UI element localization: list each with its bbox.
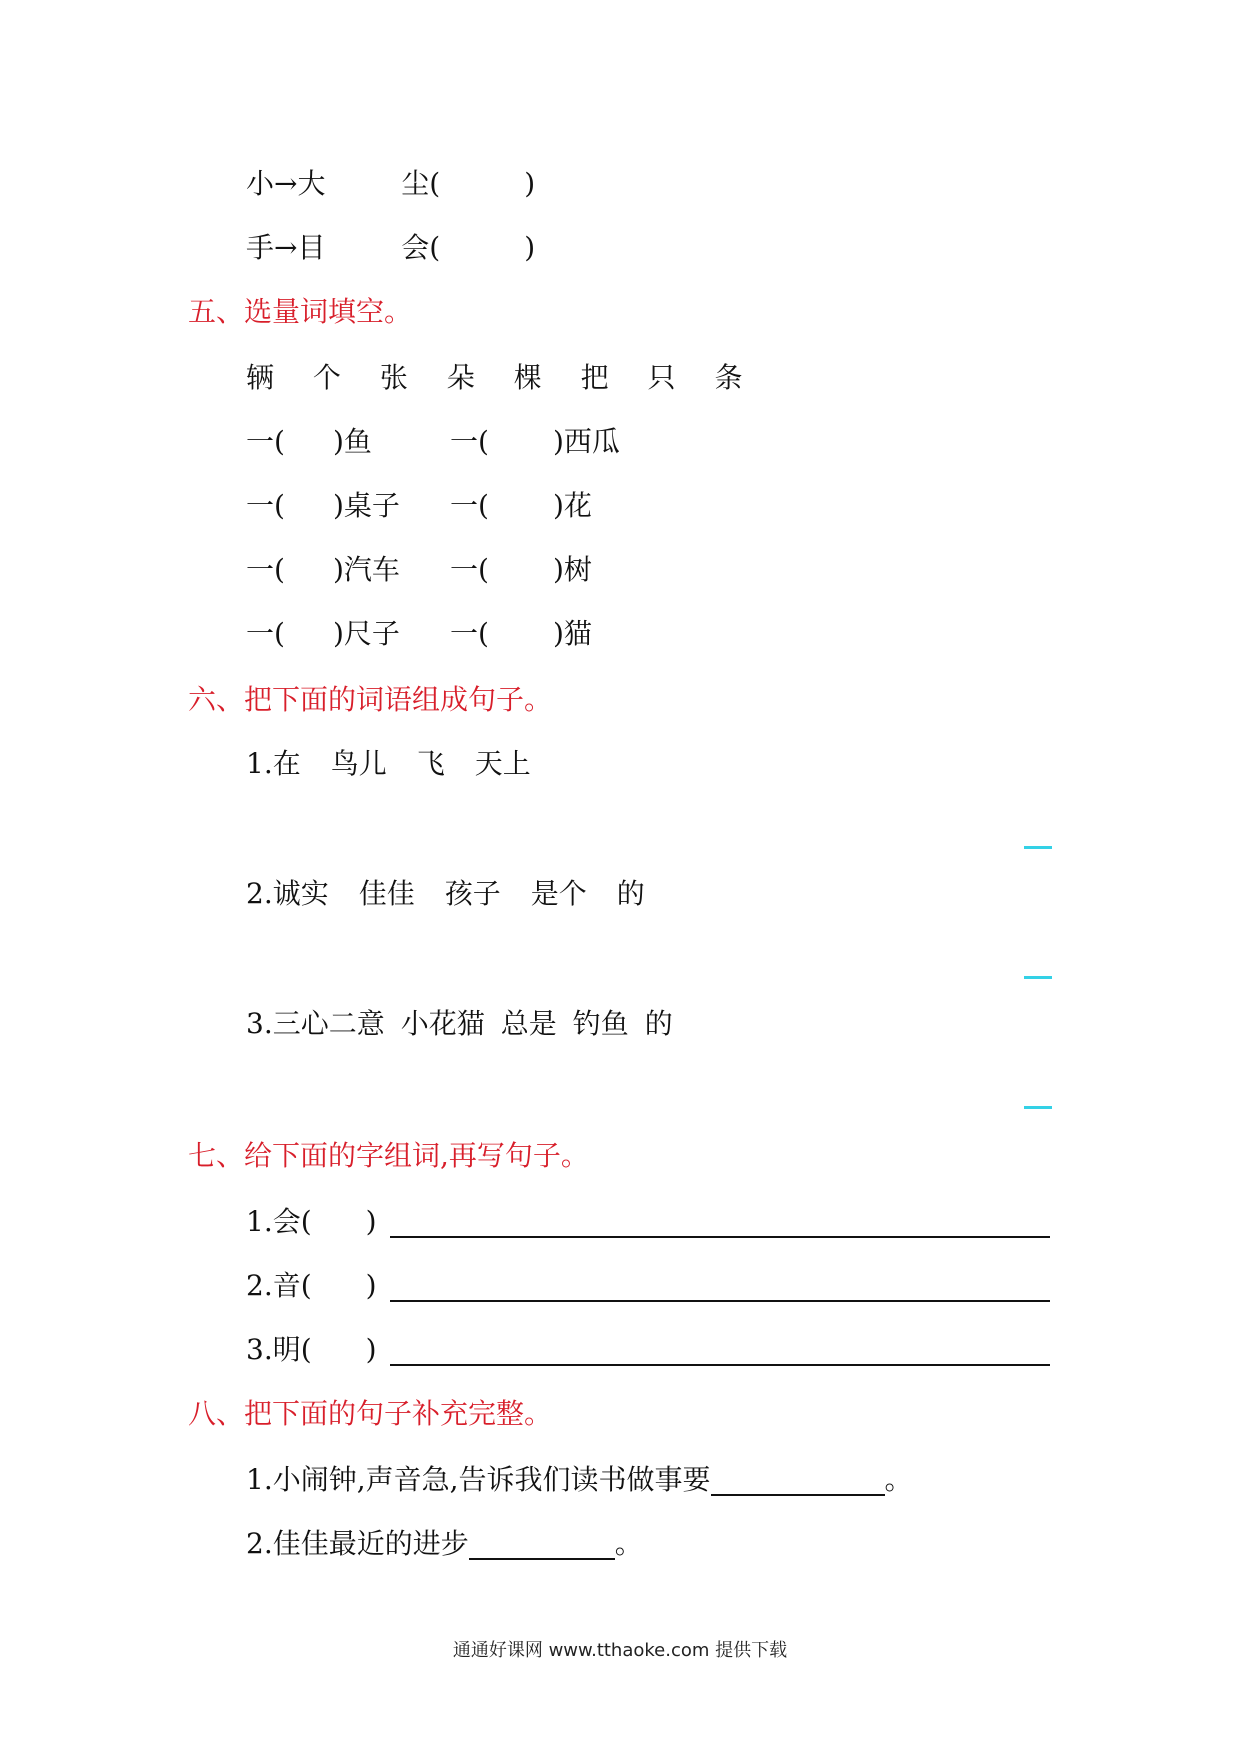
answer-line-marker[interactable]	[1024, 976, 1052, 979]
word: 钓鱼	[572, 1007, 629, 1040]
measure-row-4	[246, 618, 400, 650]
sentence-text: 2.佳佳最近的进步	[246, 1527, 469, 1560]
item-b-open: 一(	[450, 553, 489, 586]
word: 是个	[530, 877, 587, 910]
open-paren: (	[429, 231, 441, 264]
top-row-1	[246, 168, 535, 200]
item-a-close: )桌子	[332, 489, 400, 522]
word: 孩子	[444, 877, 501, 910]
open-paren: (	[300, 1269, 312, 1302]
pair-text: 手→目	[246, 231, 326, 264]
word: 在	[272, 747, 301, 780]
measure-row-2	[246, 490, 400, 522]
char-text: 明	[272, 1333, 301, 1366]
item-a-close: )汽车	[332, 553, 400, 586]
word: 的	[616, 877, 645, 910]
word: 小花猫	[400, 1007, 485, 1040]
item-b-close: )花	[552, 489, 592, 522]
word: 辆	[246, 361, 275, 394]
word-sentence-item-2	[246, 1270, 377, 1302]
item-a-open: 一(	[246, 553, 285, 586]
open-paren: (	[300, 1205, 312, 1238]
word: 的	[644, 1007, 673, 1040]
complete-sentence-2	[246, 1528, 643, 1560]
pair-text: 小→大	[246, 167, 326, 200]
word: 诚实	[272, 877, 329, 910]
word: 天上	[474, 747, 531, 780]
answer-underline[interactable]	[390, 1236, 1050, 1238]
word: 棵	[513, 361, 542, 394]
item-b-close: )猫	[552, 617, 592, 650]
item-number: 2.	[246, 877, 273, 910]
close-paren: )	[365, 1205, 377, 1238]
item-b-open: 一(	[450, 425, 489, 458]
item-b-close: )树	[552, 553, 592, 586]
item-number: 3.	[246, 1007, 273, 1040]
item-a-close: )尺子	[332, 617, 400, 650]
answer-line-marker[interactable]	[1024, 846, 1052, 849]
item-a-close: )鱼	[332, 425, 372, 458]
char-text: 音	[272, 1269, 301, 1302]
sentence-end: 。	[884, 1463, 913, 1496]
sentence-end: 。	[614, 1527, 643, 1560]
item-number: 1.	[246, 1205, 273, 1238]
section8-title: 八、把下面的句子补充完整。	[188, 1397, 553, 1430]
answer-blank[interactable]	[469, 1532, 615, 1560]
char-text: 会	[272, 1205, 301, 1238]
footer-credit: 通通好课网 www.tthaoke.com 提供下载	[452, 1640, 788, 1661]
word: 佳佳	[358, 877, 415, 910]
answer-blank[interactable]	[711, 1468, 885, 1496]
answer-underline[interactable]	[390, 1364, 1050, 1366]
measure-row-1b	[450, 426, 620, 458]
word-sentence-item-1	[246, 1206, 377, 1238]
measure-row-1	[246, 426, 372, 458]
item-a-open: 一(	[246, 617, 285, 650]
word: 把	[580, 361, 609, 394]
sentence-item-2	[246, 878, 645, 910]
word: 张	[379, 361, 408, 394]
word: 只	[647, 361, 676, 394]
word: 三心二意	[272, 1007, 385, 1040]
sentence-item-1	[246, 748, 531, 780]
item-a-open: 一(	[246, 489, 285, 522]
open-paren: (	[429, 167, 441, 200]
close-paren: )	[365, 1333, 377, 1366]
word: 总是	[500, 1007, 557, 1040]
char-text: 尘	[401, 167, 430, 200]
item-number: 2.	[246, 1269, 273, 1302]
word: 朵	[446, 361, 475, 394]
measure-row-3b	[450, 554, 592, 586]
sentence-text: 1.小闹钟,声音急,告诉我们读书做事要	[246, 1463, 711, 1496]
close-paren: )	[365, 1269, 377, 1302]
item-a-open: 一(	[246, 425, 285, 458]
item-b-open: 一(	[450, 489, 489, 522]
answer-underline[interactable]	[390, 1300, 1050, 1302]
section6-title: 六、把下面的词语组成句子。	[188, 683, 553, 716]
word: 条	[714, 361, 743, 394]
top-row-2	[246, 232, 535, 264]
item-number: 3.	[246, 1333, 273, 1366]
measure-row-3	[246, 554, 400, 586]
word: 个	[312, 361, 341, 394]
word: 飞	[416, 747, 445, 780]
answer-line-marker[interactable]	[1024, 1106, 1052, 1109]
measure-word-bank	[246, 362, 742, 394]
char-text: 会	[401, 231, 430, 264]
section7-title: 七、给下面的字组词,再写句子。	[188, 1139, 589, 1172]
sentence-item-3	[246, 1008, 673, 1040]
word-sentence-item-3	[246, 1334, 377, 1366]
complete-sentence-1	[246, 1464, 913, 1496]
item-number: 1.	[246, 747, 273, 780]
close-paren: )	[524, 167, 536, 200]
item-b-close: )西瓜	[552, 425, 620, 458]
open-paren: (	[300, 1333, 312, 1366]
section5-title: 五、选量词填空。	[188, 295, 413, 328]
measure-row-4b	[450, 618, 592, 650]
word: 鸟儿	[330, 747, 387, 780]
close-paren: )	[524, 231, 536, 264]
measure-row-2b	[450, 490, 592, 522]
item-b-open: 一(	[450, 617, 489, 650]
